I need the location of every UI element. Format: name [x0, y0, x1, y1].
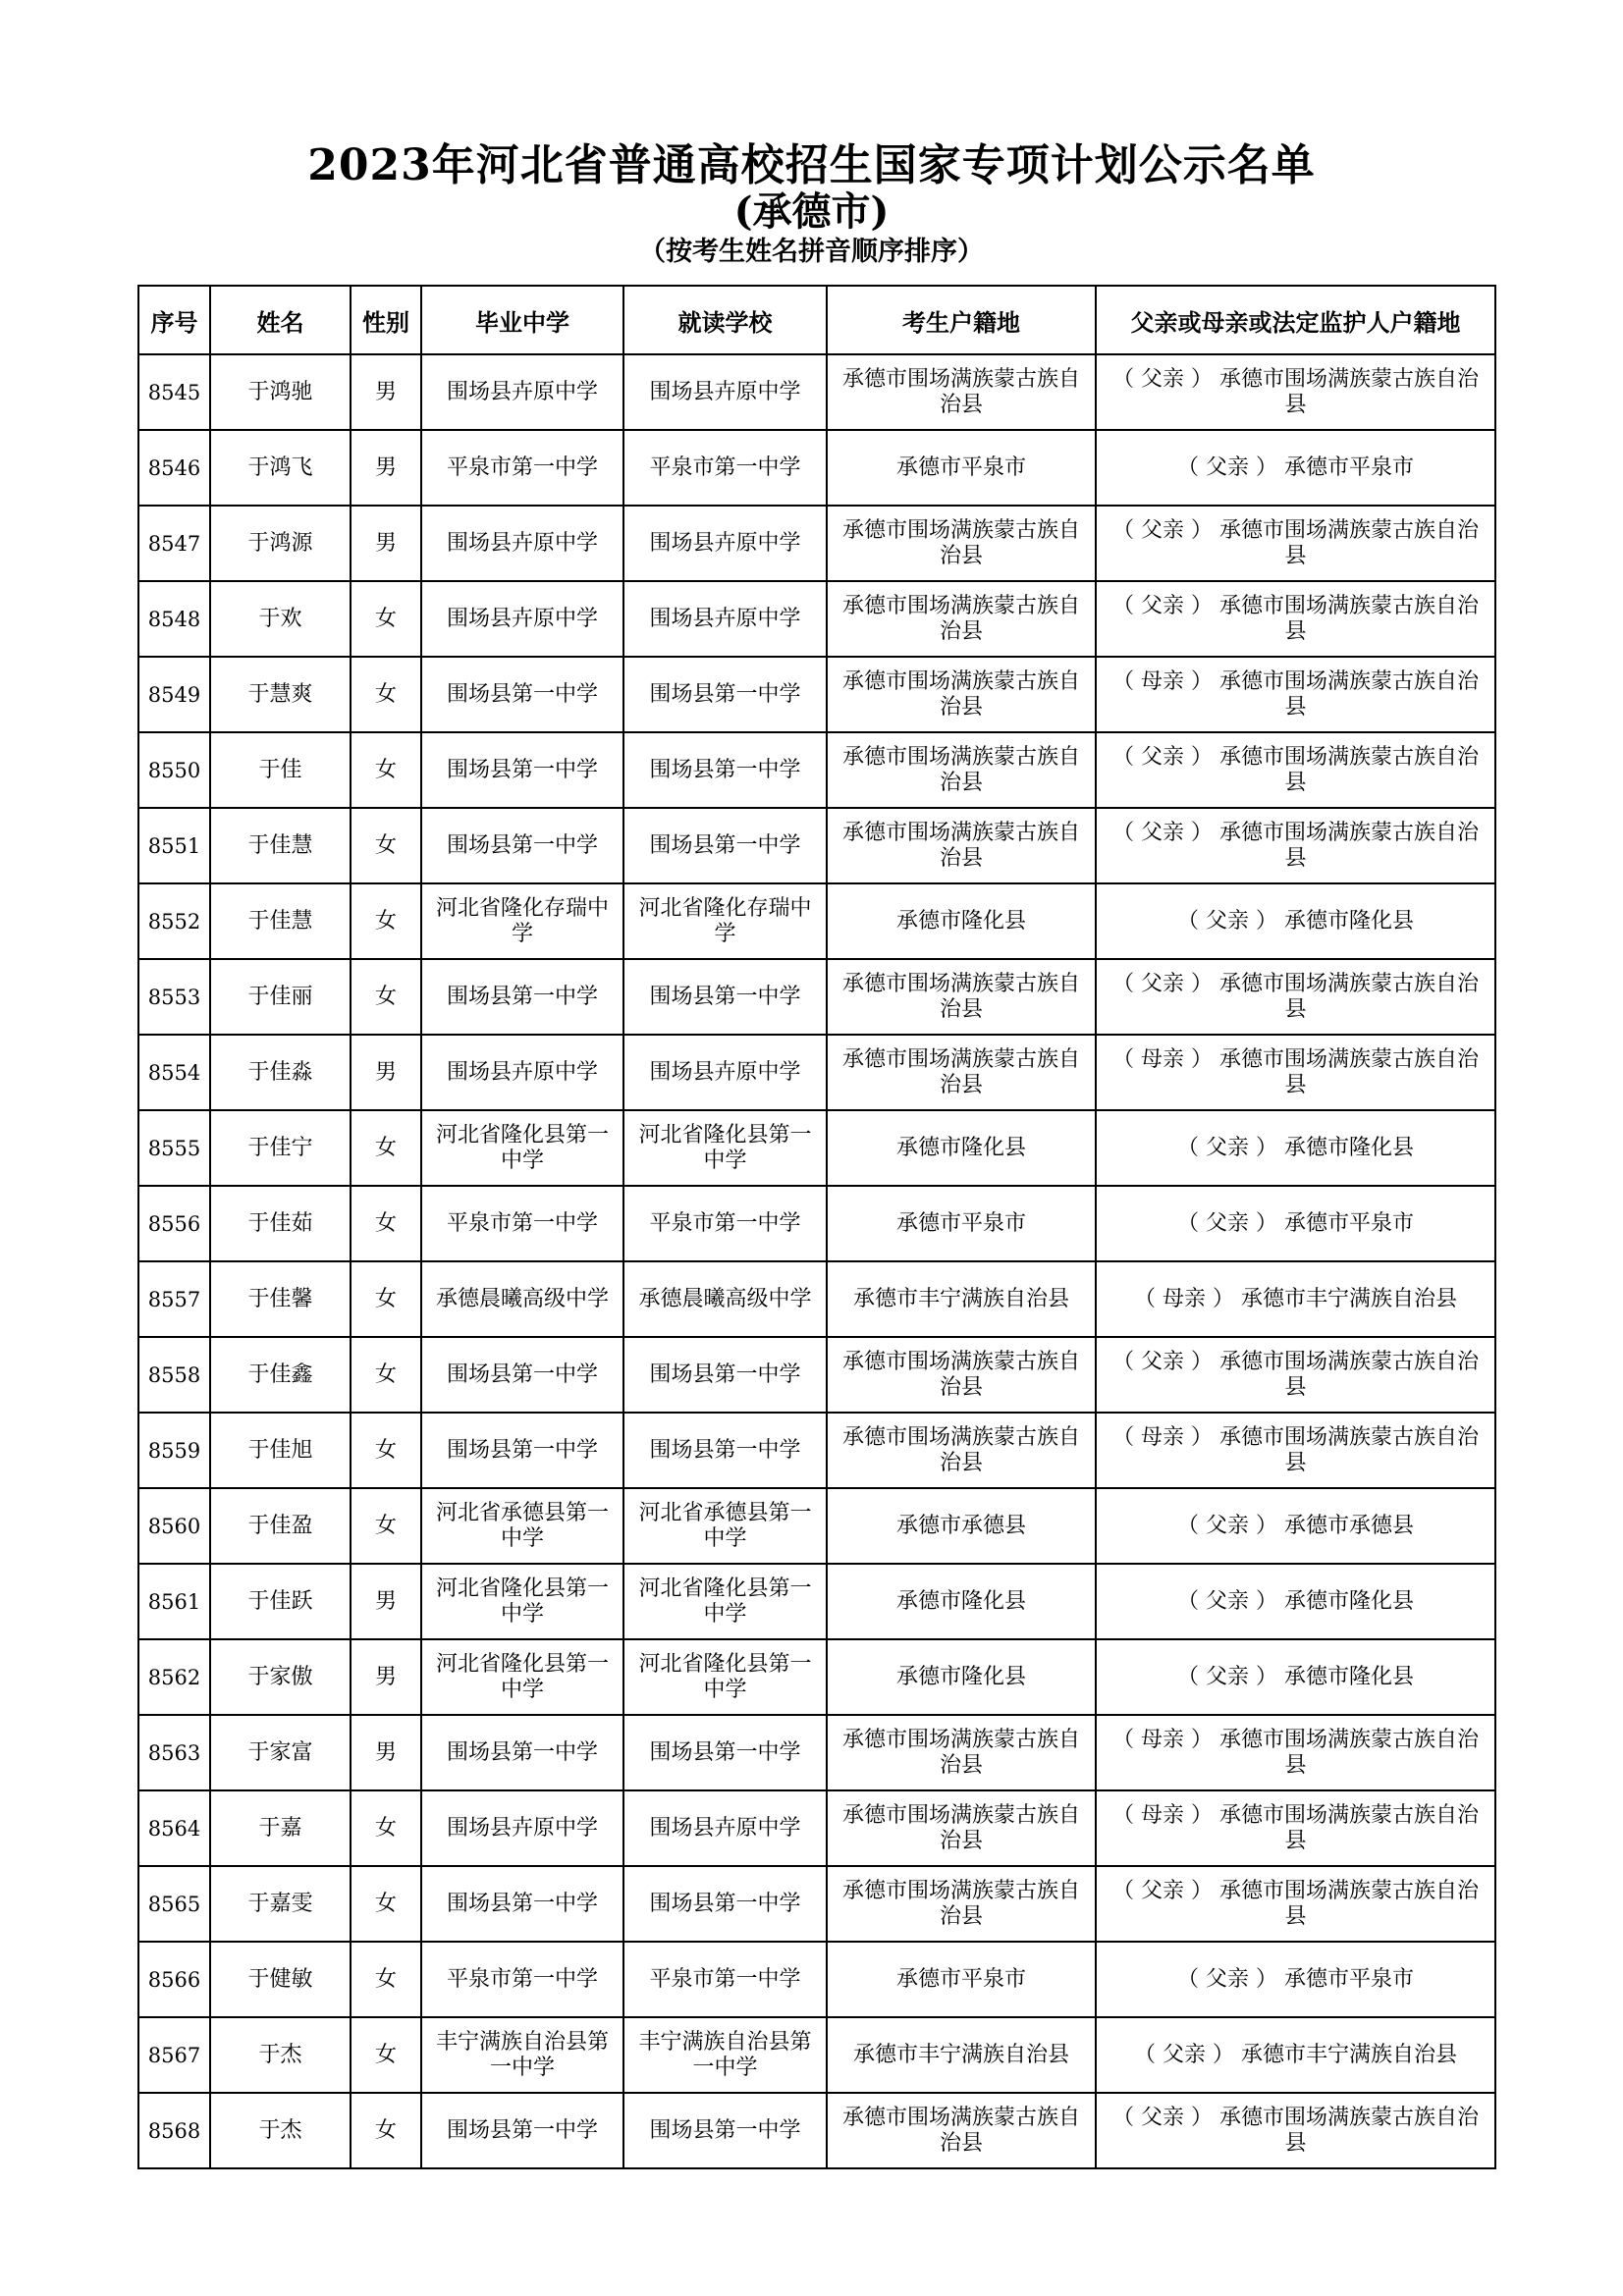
cell-gender: 男	[351, 1035, 421, 1110]
table-body	[138, 354, 1495, 2168]
cell-name: 于家傲	[210, 1639, 351, 1715]
cell-graduation-school: 围场县第一中学	[421, 732, 623, 808]
document-title: 2023年河北省普通高校招生国家专项计划公示名单	[307, 140, 1316, 190]
table-row	[138, 1942, 1495, 2017]
cell-gender: 女	[351, 1488, 421, 1564]
cell-index: 8564	[138, 1790, 210, 1866]
cell-name: 于佳旭	[210, 1413, 351, 1488]
cell-student-household: 承德市围场满族蒙古族自治县	[827, 1790, 1096, 1866]
cell-current-school: 围场县第一中学	[623, 1413, 827, 1488]
document-subtitle: (承德市)	[733, 188, 890, 235]
cell-gender: 女	[351, 883, 421, 959]
cell-student-household: 承德市平泉市	[827, 430, 1096, 506]
cell-graduation-school: 围场县卉原中学	[421, 506, 623, 581]
cell-index: 8555	[138, 1110, 210, 1186]
cell-graduation-school: 丰宁满族自治县第一中学	[421, 2017, 623, 2093]
cell-current-school: 丰宁满族自治县第一中学	[623, 2017, 827, 2093]
cell-current-school: 围场县卉原中学	[623, 581, 827, 657]
cell-graduation-school: 河北省隆化县第一中学	[421, 1564, 623, 1639]
cell-name: 于嘉雯	[210, 1866, 351, 1942]
cell-index: 8553	[138, 959, 210, 1035]
roster-table	[137, 285, 1496, 2169]
cell-gender: 女	[351, 1186, 421, 1261]
cell-guardian-household: （ 父亲 ） 承德市围场满族蒙古族自治县	[1096, 354, 1495, 430]
table-header	[138, 286, 1495, 354]
cell-student-household: 承德市围场满族蒙古族自治县	[827, 1337, 1096, 1413]
table-row	[138, 354, 1495, 430]
cell-graduation-school: 围场县第一中学	[421, 808, 623, 883]
cell-current-school: 河北省隆化存瑞中学	[623, 883, 827, 959]
cell-gender: 女	[351, 581, 421, 657]
col-header-index: 序号	[138, 286, 210, 354]
cell-name: 于佳跃	[210, 1564, 351, 1639]
cell-guardian-household: （ 父亲 ） 承德市隆化县	[1096, 1110, 1495, 1186]
cell-index: 8550	[138, 732, 210, 808]
cell-guardian-household: （ 父亲 ） 承德市承德县	[1096, 1488, 1495, 1564]
cell-index: 8548	[138, 581, 210, 657]
cell-student-household: 承德市隆化县	[827, 883, 1096, 959]
cell-current-school: 围场县第一中学	[623, 732, 827, 808]
cell-student-household: 承德市丰宁满族自治县	[827, 2017, 1096, 2093]
cell-index: 8556	[138, 1186, 210, 1261]
cell-graduation-school: 河北省隆化县第一中学	[421, 1639, 623, 1715]
cell-gender: 男	[351, 1639, 421, 1715]
cell-index: 8549	[138, 657, 210, 732]
cell-student-household: 承德市围场满族蒙古族自治县	[827, 657, 1096, 732]
table-row	[138, 506, 1495, 581]
cell-graduation-school: 围场县第一中学	[421, 1715, 623, 1790]
col-header-graduation-school: 毕业中学	[421, 286, 623, 354]
cell-student-household: 承德市围场满族蒙古族自治县	[827, 506, 1096, 581]
cell-guardian-household: （ 父亲 ） 承德市围场满族蒙古族自治县	[1096, 1337, 1495, 1413]
cell-gender: 女	[351, 1261, 421, 1337]
cell-graduation-school: 围场县第一中学	[421, 1337, 623, 1413]
cell-guardian-household: （ 父亲 ） 承德市围场满族蒙古族自治县	[1096, 732, 1495, 808]
table-row	[138, 1035, 1495, 1110]
cell-index: 8557	[138, 1261, 210, 1337]
cell-index: 8552	[138, 883, 210, 959]
cell-guardian-household: （ 父亲 ） 承德市平泉市	[1096, 1942, 1495, 2017]
cell-name: 于鸿源	[210, 506, 351, 581]
cell-name: 于佳淼	[210, 1035, 351, 1110]
cell-student-household: 承德市隆化县	[827, 1564, 1096, 1639]
cell-current-school: 围场县第一中学	[623, 2093, 827, 2168]
cell-index: 8567	[138, 2017, 210, 2093]
cell-student-household: 承德市围场满族蒙古族自治县	[827, 2093, 1096, 2168]
cell-gender: 女	[351, 1942, 421, 2017]
cell-name: 于鸿驰	[210, 354, 351, 430]
cell-graduation-school: 河北省隆化县第一中学	[421, 1110, 623, 1186]
table-row	[138, 1413, 1495, 1488]
cell-name: 于慧爽	[210, 657, 351, 732]
cell-guardian-household: （ 父亲 ） 承德市围场满族蒙古族自治县	[1096, 1866, 1495, 1942]
cell-current-school: 围场县第一中学	[623, 657, 827, 732]
cell-student-household: 承德市隆化县	[827, 1639, 1096, 1715]
cell-graduation-school: 围场县第一中学	[421, 657, 623, 732]
cell-graduation-school: 平泉市第一中学	[421, 1186, 623, 1261]
col-header-name: 姓名	[210, 286, 351, 354]
cell-gender: 女	[351, 1413, 421, 1488]
cell-index: 8566	[138, 1942, 210, 2017]
cell-name: 于杰	[210, 2093, 351, 2168]
cell-student-household: 承德市承德县	[827, 1488, 1096, 1564]
cell-guardian-household: （ 母亲 ） 承德市围场满族蒙古族自治县	[1096, 1715, 1495, 1790]
cell-current-school: 河北省隆化县第一中学	[623, 1110, 827, 1186]
cell-graduation-school: 围场县第一中学	[421, 1866, 623, 1942]
cell-gender: 男	[351, 1564, 421, 1639]
col-header-gender: 性别	[351, 286, 421, 354]
cell-current-school: 围场县卉原中学	[623, 506, 827, 581]
cell-name: 于佳鑫	[210, 1337, 351, 1413]
cell-student-household: 承德市围场满族蒙古族自治县	[827, 581, 1096, 657]
cell-guardian-household: （ 父亲 ） 承德市围场满族蒙古族自治县	[1096, 2093, 1495, 2168]
cell-name: 于家富	[210, 1715, 351, 1790]
cell-index: 8565	[138, 1866, 210, 1942]
cell-current-school: 河北省隆化县第一中学	[623, 1564, 827, 1639]
cell-current-school: 围场县第一中学	[623, 1866, 827, 1942]
table-row	[138, 1186, 1495, 1261]
cell-current-school: 河北省隆化县第一中学	[623, 1639, 827, 1715]
cell-guardian-household: （ 父亲 ） 承德市隆化县	[1096, 1639, 1495, 1715]
cell-current-school: 平泉市第一中学	[623, 1942, 827, 2017]
sort-note: （按考生姓名拼音顺序排序）	[639, 237, 984, 267]
cell-name: 于佳	[210, 732, 351, 808]
cell-gender: 女	[351, 1110, 421, 1186]
cell-index: 8568	[138, 2093, 210, 2168]
cell-graduation-school: 围场县卉原中学	[421, 1035, 623, 1110]
cell-guardian-household: （ 父亲 ） 承德市围场满族蒙古族自治县	[1096, 506, 1495, 581]
cell-index: 8554	[138, 1035, 210, 1110]
cell-guardian-household: （ 父亲 ） 承德市平泉市	[1096, 1186, 1495, 1261]
cell-student-household: 承德市平泉市	[827, 1942, 1096, 2017]
table-row	[138, 808, 1495, 883]
cell-gender: 男	[351, 354, 421, 430]
cell-gender: 女	[351, 2093, 421, 2168]
cell-name: 于杰	[210, 2017, 351, 2093]
cell-graduation-school: 围场县第一中学	[421, 959, 623, 1035]
cell-name: 于健敏	[210, 1942, 351, 2017]
table-row	[138, 1715, 1495, 1790]
cell-gender: 女	[351, 2017, 421, 2093]
cell-index: 8546	[138, 430, 210, 506]
cell-current-school: 河北省承德县第一中学	[623, 1488, 827, 1564]
table-row	[138, 1866, 1495, 1942]
cell-index: 8563	[138, 1715, 210, 1790]
table-row	[138, 1488, 1495, 1564]
cell-index: 8558	[138, 1337, 210, 1413]
header-row	[138, 286, 1495, 354]
cell-index: 8551	[138, 808, 210, 883]
cell-guardian-household: （ 母亲 ） 承德市围场满族蒙古族自治县	[1096, 1035, 1495, 1110]
cell-index: 8559	[138, 1413, 210, 1488]
cell-gender: 女	[351, 808, 421, 883]
cell-current-school: 承德晨曦高级中学	[623, 1261, 827, 1337]
cell-guardian-household: （ 母亲 ） 承德市围场满族蒙古族自治县	[1096, 1413, 1495, 1488]
table-row	[138, 2093, 1495, 2168]
cell-guardian-household: （ 父亲 ） 承德市围场满族蒙古族自治县	[1096, 808, 1495, 883]
col-header-student-household: 考生户籍地	[827, 286, 1096, 354]
cell-gender: 男	[351, 430, 421, 506]
table-row	[138, 1790, 1495, 1866]
cell-student-household: 承德市围场满族蒙古族自治县	[827, 1866, 1096, 1942]
cell-current-school: 围场县第一中学	[623, 1337, 827, 1413]
col-header-current-school: 就读学校	[623, 286, 827, 354]
cell-gender: 女	[351, 657, 421, 732]
cell-guardian-household: （ 父亲 ） 承德市丰宁满族自治县	[1096, 2017, 1495, 2093]
cell-guardian-household: （ 父亲 ） 承德市隆化县	[1096, 883, 1495, 959]
cell-graduation-school: 平泉市第一中学	[421, 430, 623, 506]
cell-student-household: 承德市围场满族蒙古族自治县	[827, 959, 1096, 1035]
cell-graduation-school: 河北省承德县第一中学	[421, 1488, 623, 1564]
cell-student-household: 承德市平泉市	[827, 1186, 1096, 1261]
cell-name: 于佳馨	[210, 1261, 351, 1337]
col-header-guardian-household: 父亲或母亲或法定监护人户籍地	[1096, 286, 1495, 354]
table-row	[138, 657, 1495, 732]
cell-guardian-household: （ 父亲 ） 承德市隆化县	[1096, 1564, 1495, 1639]
table-row	[138, 2017, 1495, 2093]
cell-name: 于欢	[210, 581, 351, 657]
table-row	[138, 883, 1495, 959]
cell-student-household: 承德市隆化县	[827, 1110, 1096, 1186]
cell-guardian-household: （ 父亲 ） 承德市围场满族蒙古族自治县	[1096, 581, 1495, 657]
cell-guardian-household: （ 父亲 ） 承德市平泉市	[1096, 430, 1495, 506]
table-row	[138, 1564, 1495, 1639]
cell-gender: 女	[351, 732, 421, 808]
cell-index: 8562	[138, 1639, 210, 1715]
table-row	[138, 959, 1495, 1035]
cell-gender: 女	[351, 1790, 421, 1866]
cell-student-household: 承德市围场满族蒙古族自治县	[827, 354, 1096, 430]
cell-guardian-household: （ 母亲 ） 承德市围场满族蒙古族自治县	[1096, 1790, 1495, 1866]
cell-name: 于嘉	[210, 1790, 351, 1866]
cell-graduation-school: 围场县第一中学	[421, 1413, 623, 1488]
cell-graduation-school: 围场县卉原中学	[421, 354, 623, 430]
table-row	[138, 732, 1495, 808]
cell-current-school: 平泉市第一中学	[623, 430, 827, 506]
table-row	[138, 1639, 1495, 1715]
cell-name: 于佳慧	[210, 883, 351, 959]
cell-index: 8547	[138, 506, 210, 581]
cell-guardian-household: （ 父亲 ） 承德市围场满族蒙古族自治县	[1096, 959, 1495, 1035]
table-row	[138, 1337, 1495, 1413]
cell-graduation-school: 河北省隆化存瑞中学	[421, 883, 623, 959]
table-row	[138, 430, 1495, 506]
cell-graduation-school: 平泉市第一中学	[421, 1942, 623, 2017]
cell-name: 于佳慧	[210, 808, 351, 883]
cell-current-school: 围场县卉原中学	[623, 1790, 827, 1866]
cell-student-household: 承德市围场满族蒙古族自治县	[827, 1715, 1096, 1790]
cell-current-school: 围场县第一中学	[623, 959, 827, 1035]
cell-gender: 女	[351, 1866, 421, 1942]
cell-student-household: 承德市围场满族蒙古族自治县	[827, 1413, 1096, 1488]
cell-name: 于佳盈	[210, 1488, 351, 1564]
cell-name: 于佳宁	[210, 1110, 351, 1186]
table-row	[138, 1110, 1495, 1186]
cell-graduation-school: 围场县卉原中学	[421, 1790, 623, 1866]
cell-current-school: 平泉市第一中学	[623, 1186, 827, 1261]
cell-student-household: 承德市围场满族蒙古族自治县	[827, 732, 1096, 808]
cell-current-school: 围场县卉原中学	[623, 354, 827, 430]
cell-guardian-household: （ 母亲 ） 承德市丰宁满族自治县	[1096, 1261, 1495, 1337]
cell-current-school: 围场县第一中学	[623, 808, 827, 883]
cell-graduation-school: 围场县卉原中学	[421, 581, 623, 657]
cell-graduation-school: 围场县第一中学	[421, 2093, 623, 2168]
cell-name: 于鸿飞	[210, 430, 351, 506]
table-row	[138, 581, 1495, 657]
cell-index: 8561	[138, 1564, 210, 1639]
cell-guardian-household: （ 母亲 ） 承德市围场满族蒙古族自治县	[1096, 657, 1495, 732]
cell-current-school: 围场县第一中学	[623, 1715, 827, 1790]
cell-current-school: 围场县卉原中学	[623, 1035, 827, 1110]
cell-gender: 女	[351, 959, 421, 1035]
cell-index: 8545	[138, 354, 210, 430]
cell-student-household: 承德市围场满族蒙古族自治县	[827, 808, 1096, 883]
cell-student-household: 承德市围场满族蒙古族自治县	[827, 1035, 1096, 1110]
cell-index: 8560	[138, 1488, 210, 1564]
cell-gender: 男	[351, 1715, 421, 1790]
cell-gender: 男	[351, 506, 421, 581]
cell-name: 于佳茹	[210, 1186, 351, 1261]
cell-graduation-school: 承德晨曦高级中学	[421, 1261, 623, 1337]
cell-gender: 女	[351, 1337, 421, 1413]
table-row	[138, 1261, 1495, 1337]
cell-student-household: 承德市丰宁满族自治县	[827, 1261, 1096, 1337]
cell-name: 于佳丽	[210, 959, 351, 1035]
